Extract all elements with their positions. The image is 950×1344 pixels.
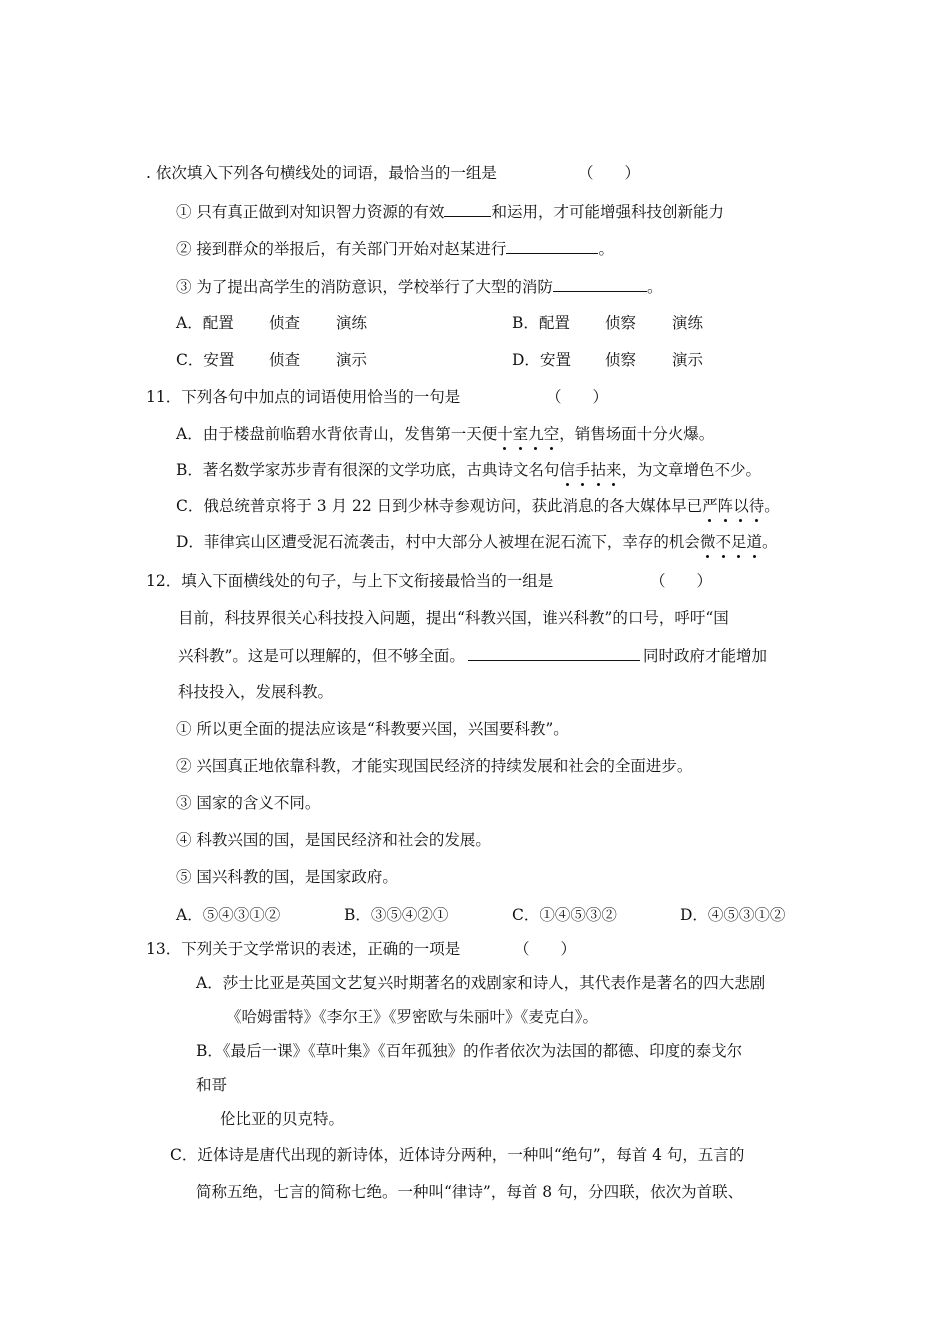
dotted-char: 待 <box>748 497 765 515</box>
q10-s1-pre: ① 只有真正做到对知识智力资源的有效 <box>176 203 445 221</box>
q11-d-post: 。 <box>762 533 778 551</box>
q10-option-a-w2 <box>269 312 300 334</box>
q11-d-text: D．菲律宾山区遭受泥石流袭击，村中大部分人被埋在泥石流下，幸存的机会 <box>176 533 700 551</box>
q12-option-c[interactable] <box>512 904 617 926</box>
q13-option-b-line-3 <box>220 1108 344 1130</box>
q11-c-text: C．俄总统普京将于 3 月 22 日到少林寺参观访问，获此消息的各大媒体早已 <box>176 497 703 515</box>
q10-answer-paren <box>578 162 640 184</box>
dotted-char: 严 <box>702 497 718 515</box>
q12-item-1 <box>176 718 569 740</box>
q10-option-b-w3 <box>672 312 703 334</box>
q12-option-d-text: D．④⑤③①② <box>680 906 786 924</box>
q10-option-d-w2 <box>605 349 636 371</box>
q12-option-a[interactable] <box>176 904 280 926</box>
q12-option-c-text: C．①④⑤③② <box>512 906 617 924</box>
q11-option-c[interactable] <box>176 495 780 517</box>
q10-s2-pre: ② 接到群众的举报后，有关部门开始对赵某进行 <box>176 240 507 258</box>
q10-option-d[interactable] <box>512 349 571 371</box>
q13-b-text-3: 伦比亚的贝克特。 <box>220 1110 345 1128</box>
q10-option-c-w3 <box>336 349 367 371</box>
q11-c-post: 。 <box>764 497 780 515</box>
q13-stem: 13．下列关于文学常识的表述，正确的一项是 <box>146 940 461 958</box>
q10-s3-post: 。 <box>646 278 663 296</box>
q12-passage-2-pre: 兴科教”。这是可以理解的，但不够全面。 <box>178 647 465 665</box>
dotted-char: 室 <box>512 425 529 443</box>
q13-option-a-line-2 <box>226 1006 598 1028</box>
q12-item-text: ③ 国家的含义不同。 <box>176 794 321 812</box>
q10-blank-1[interactable] <box>444 200 491 217</box>
q11-stem: 11．下列各句中加点的词语使用恰当的一句是 <box>146 388 461 406</box>
q13-answer-paren <box>514 938 576 960</box>
q10-option-d-w3 <box>672 349 703 371</box>
dotted-char: 手 <box>574 461 591 479</box>
q11-a-text: A．由于楼盘前临碧水背依青山，发售第一天便 <box>176 425 498 443</box>
dotted-char: 信 <box>559 461 575 479</box>
q11-option-d[interactable] <box>176 531 778 553</box>
q10-option-c-w2 <box>269 349 300 371</box>
q13-b-text-2: 和哥 <box>196 1076 228 1094</box>
q11-answer-paren <box>546 386 608 408</box>
q12-item-3 <box>176 792 320 814</box>
option-letter: C． <box>176 351 204 369</box>
q11-paren-text: （ ） <box>546 388 609 406</box>
q12-item-text: ④ 科教兴国的国，是国民经济和社会的发展。 <box>176 831 491 849</box>
q12-answer-paren <box>650 570 712 592</box>
q12-item-text: ⑤ 国兴科教的国，是国家政府。 <box>176 868 398 886</box>
q12-blank[interactable] <box>468 644 640 661</box>
q13-option-b-line-1[interactable] <box>196 1040 742 1062</box>
dotted-char: 微 <box>699 533 716 551</box>
dotted-char: 以 <box>733 497 749 515</box>
option-word-3: 演示 <box>672 351 704 369</box>
q12-stem: 12．填入下面横线处的句子，与上下文衔接最恰当的一组是 <box>146 572 554 590</box>
q10-sentence-1 <box>176 200 724 223</box>
q11-option-b[interactable] <box>176 459 761 481</box>
q12-passage-2-post: 同时政府才能增加 <box>642 647 767 665</box>
q10-blank-2[interactable] <box>506 237 598 254</box>
option-word-3: 演练 <box>336 314 368 332</box>
q12-option-b[interactable] <box>344 904 448 926</box>
option-letter: D． <box>512 351 540 369</box>
q13-stem-line <box>146 938 460 960</box>
q11-b-post: ，为文章增色不少。 <box>621 461 761 479</box>
option-word-3: 演练 <box>672 314 704 332</box>
option-letter: A． <box>176 314 203 332</box>
option-word-2: 侦察 <box>605 351 637 369</box>
q13-c-text-2: 简称五绝，七言的简称七绝。一种叫“律诗”，每首 8 句，分四联，依次为首联、 <box>196 1183 744 1201</box>
q12-stem-line <box>146 570 553 592</box>
q10-s2-post: 。 <box>598 240 614 258</box>
q13-c-text-1: C．近体诗是唐代出现的新诗体，近体诗分两种，一种叫“绝句”，每首 4 句，五言的 <box>170 1146 745 1164</box>
dotted-char: 空 <box>543 425 560 443</box>
q10-s3-pre: ③ 为了提出高学生的消防意识，学校举行了大型的消防 <box>176 278 553 296</box>
q12-option-a-text: A．⑤④③①② <box>176 906 281 924</box>
option-letter: B． <box>512 314 539 332</box>
dotted-char: 道 <box>746 533 762 551</box>
q10-s1-post: 和运用，才可能增强科技创新能力 <box>491 203 724 221</box>
dotted-char: 阵 <box>717 497 734 515</box>
q12-passage-1: 目前，科技界很关心科技投入问题，提出“科教兴国，谁兴科教”的口号，呼吁“国 <box>178 609 729 627</box>
option-word-1: 安置 <box>539 351 571 369</box>
q12-option-d[interactable] <box>680 904 785 926</box>
q10-option-a-w3 <box>336 312 367 334</box>
dotted-char: 来 <box>605 461 622 479</box>
q11-a-post: ，销售场面十分火爆。 <box>559 425 715 443</box>
dotted-char: 拈 <box>590 461 606 479</box>
q12-item-text: ① 所以更全面的提法应该是“科教要兴国，兴国要科教”。 <box>176 720 569 738</box>
option-word-2: 侦察 <box>605 314 637 332</box>
q10-stem: . 依次填入下列各句横线处的词语，最恰当的一组是 <box>146 164 497 182</box>
q12-paren-text: （ ） <box>650 572 713 590</box>
dotted-char: 十 <box>497 425 513 443</box>
q12-item-4 <box>176 829 491 851</box>
q12-passage-line-1 <box>178 607 729 629</box>
q13-a-text-1: A．莎士比亚是英国文艺复兴时期著名的戏剧家和诗人，其代表作是著名的四大悲剧 <box>196 974 766 992</box>
q12-option-b-text: B．③⑤④②① <box>344 906 449 924</box>
option-word-1: 配置 <box>202 314 234 332</box>
q13-option-a-line-1[interactable] <box>196 972 765 994</box>
q12-passage-line-2 <box>178 644 767 667</box>
q10-option-a[interactable] <box>176 312 234 334</box>
dotted-char: 足 <box>730 533 747 551</box>
q13-b-text-1: B．《最后一课》《草叶集》《百年孤独》的作者依次为法国的都德、印度的泰戈尔 <box>196 1042 743 1060</box>
q10-option-b-w2 <box>605 312 636 334</box>
q10-option-b[interactable] <box>512 312 570 334</box>
q11-stem-line <box>146 386 460 408</box>
q12-item-5 <box>176 866 398 888</box>
q12-passage-3: 科技投入，发展科教。 <box>178 683 334 701</box>
q13-paren-text: （ ） <box>514 940 577 958</box>
option-word-1: 安置 <box>203 351 235 369</box>
q10-sentence-2 <box>176 237 614 260</box>
q10-blank-3[interactable] <box>553 275 647 292</box>
q12-item-2 <box>176 755 692 777</box>
q13-option-c-line-1[interactable] <box>170 1144 744 1166</box>
option-word-1: 配置 <box>538 314 570 332</box>
q13-option-c-line-2 <box>196 1181 743 1203</box>
q12-item-text: ② 兴国真正地依靠科教，才能实现国民经济的持续发展和社会的全面进步。 <box>176 757 693 775</box>
dotted-char: 九 <box>528 425 544 443</box>
q13-a-text-2: 《哈姆雷特》《李尔王》《罗密欧与朱丽叶》《麦克白》。 <box>226 1008 599 1026</box>
q11-b-text: B．著名数学家苏步青有很深的文学功底，古典诗文名句 <box>176 461 560 479</box>
option-word-2: 侦查 <box>269 314 301 332</box>
q10-option-c[interactable] <box>176 349 234 371</box>
q11-option-a[interactable] <box>176 423 714 445</box>
q10-paren-text: （ ） <box>578 164 641 182</box>
option-word-3: 演示 <box>336 351 368 369</box>
q12-passage-line-3 <box>178 681 333 703</box>
dotted-char: 不 <box>715 533 731 551</box>
option-word-2: 侦查 <box>269 351 301 369</box>
q13-option-b-line-2 <box>196 1074 227 1096</box>
q10-stem-line <box>146 162 497 184</box>
q10-sentence-3 <box>176 275 662 298</box>
